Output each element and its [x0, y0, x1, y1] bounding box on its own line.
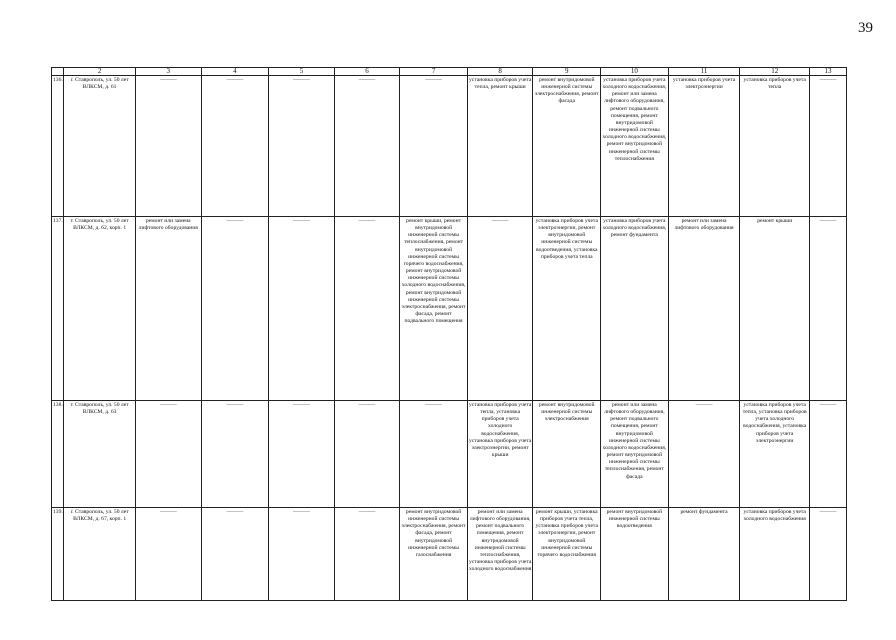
- table-cell: ремонт крыши, установка приборов учета тепла, установка приборов учета электроэнергии, ремонт внутридомовой инженерной системы горячего водоснабжения: [533, 508, 601, 601]
- table-cell: ———: [201, 401, 269, 508]
- table-cell: установка приборов учета тепла: [740, 76, 810, 217]
- header-cell: 11: [668, 68, 740, 76]
- table-cell: ———: [334, 508, 400, 601]
- header-cell: 4: [201, 68, 269, 76]
- table-cell: ———: [810, 508, 847, 601]
- row-number: 136.: [52, 76, 64, 217]
- table-cell: ———: [810, 401, 847, 508]
- header-cell: 9: [533, 68, 601, 76]
- header-cell: 7: [400, 68, 468, 76]
- table-cell: ремонт внутридомовой инженерной системы водоотведения: [601, 508, 669, 601]
- table-cell: установка приборов учета холодного водоснабжения: [740, 508, 810, 601]
- header-row: [52, 68, 847, 76]
- page-number: 39: [858, 20, 873, 36]
- header-cell: 13: [810, 68, 847, 76]
- table-cell: ———: [269, 401, 335, 508]
- header-cell: 5: [269, 68, 335, 76]
- table-cell: установка приборов учета холодного водоснабжения, ремонт фундамента: [601, 217, 669, 401]
- table-cell: ———: [400, 401, 468, 508]
- address-cell: г. Ставрополь, ул. 50 лет ВЛКСМ, д. 61: [64, 76, 136, 217]
- address-cell: г. Ставрополь, ул. 50 лет ВЛКСМ, д. 63: [64, 401, 136, 508]
- table-cell: ———: [668, 401, 740, 508]
- table-row: [52, 401, 847, 508]
- table-cell: установка приборов учета тепла, установка приборов учета холодного водоснабжения, установка приборов учета электроэнергии, ремонт крыши: [467, 401, 533, 508]
- header-cell: 10: [601, 68, 669, 76]
- table-row: [52, 76, 847, 217]
- table-cell: ремонт фундамента: [668, 508, 740, 601]
- header-cell: 8: [467, 68, 533, 76]
- address-cell: г. Ставрополь, ул. 50 лет ВЛКСМ, д. 62, корп. 1: [64, 217, 136, 401]
- table-cell: ———: [334, 401, 400, 508]
- table-cell: ремонт или замена лифтового оборудования: [135, 217, 201, 401]
- table-cell: установка приборов учета тепла, ремонт крыши: [467, 76, 533, 217]
- table-cell: ———: [467, 217, 533, 401]
- table-cell: установка приборов учета тепла, установка приборов учета холодного водоснабжения, установка приборов учета электроэнергии: [740, 401, 810, 508]
- header-cell: 6: [334, 68, 400, 76]
- table-cell: ———: [201, 508, 269, 601]
- header-cell: 12: [740, 68, 810, 76]
- table-cell: ремонт внутридомовой инженерной системы электроснабжения, ремонт фасада, ремонт внутридомовой инженерной системы газоснабжения: [400, 508, 468, 601]
- table-cell: ремонт или замена лифтового оборудования, ремонт подвального помещения, ремонт внутридомовой инженерной системы теплоснабжения, установка приборов учета холодного водоснабжения: [467, 508, 533, 601]
- table-cell: установка приборов учета электроэнергии: [668, 76, 740, 217]
- table-row: [52, 217, 847, 401]
- table-cell: ———: [135, 508, 201, 601]
- table-row: [52, 508, 847, 601]
- header-cell: 2: [64, 68, 136, 76]
- table-cell: установка приборов учета электроэнергии, ремонт внутридомовой инженерной системы водоотведения, установка приборов учета тепла: [533, 217, 601, 401]
- table-cell: ———: [135, 76, 201, 217]
- header-cell: 3: [135, 68, 201, 76]
- table-cell: ———: [269, 508, 335, 601]
- table-cell: ———: [810, 217, 847, 401]
- table-cell: ———: [269, 217, 335, 401]
- table-cell: ремонт внутридомовой инженерной системы электроснабжения: [533, 401, 601, 508]
- table-cell: ———: [269, 76, 335, 217]
- table-cell: ———: [400, 76, 468, 217]
- table-cell: ремонт или замена лифтового оборудования, ремонт подвального помещения, ремонт внутридомовой инженерной системы холодного водоснабжения, ремонт внутридомовой инженерной системы теплоснабжения, ремонт фасада: [601, 401, 669, 508]
- row-number: 137.: [52, 217, 64, 401]
- table-cell: ———: [201, 76, 269, 217]
- table-cell: установка приборов учета холодного водоснабжения, ремонт или замена лифтового оборудования, ремонт подвального помещения, ремонт внутридомовой инженерной системы холодного водоснабжения, ремонт внутридомовой инженерной системы теплоснабжения: [601, 76, 669, 217]
- table-cell: ———: [334, 217, 400, 401]
- table-cell: ———: [201, 217, 269, 401]
- table-cell: ремонт крыши: [740, 217, 810, 401]
- row-number: 138.: [52, 401, 64, 508]
- header-cell: [52, 68, 64, 76]
- table-cell: ———: [334, 76, 400, 217]
- table-cell: ———: [135, 401, 201, 508]
- table-cell: ремонт или замена лифтового оборудования: [668, 217, 740, 401]
- table-cell: ———: [810, 76, 847, 217]
- address-cell: г. Ставрополь, ул. 50 лет ВЛКСМ, д. 67, корп. 1: [64, 508, 136, 601]
- row-number: 139.: [52, 508, 64, 601]
- table-cell: ремонт крыши, ремонт внутридомовой инженерной системы теплоснабжения, ремонт внутридомовой инженерной системы горячего водоснабжения, ремонт внутридомовой инженерной системы холодного водоснабжения, ремонт внутридомовой инженерной системы электроснабжения, ремонт фасада, ремонт подвального помещения: [400, 217, 468, 401]
- table-cell: ремонт внутридомовой инженерной системы электроснабжения, ремонт фасада: [533, 76, 601, 217]
- schedule-table: [51, 67, 847, 601]
